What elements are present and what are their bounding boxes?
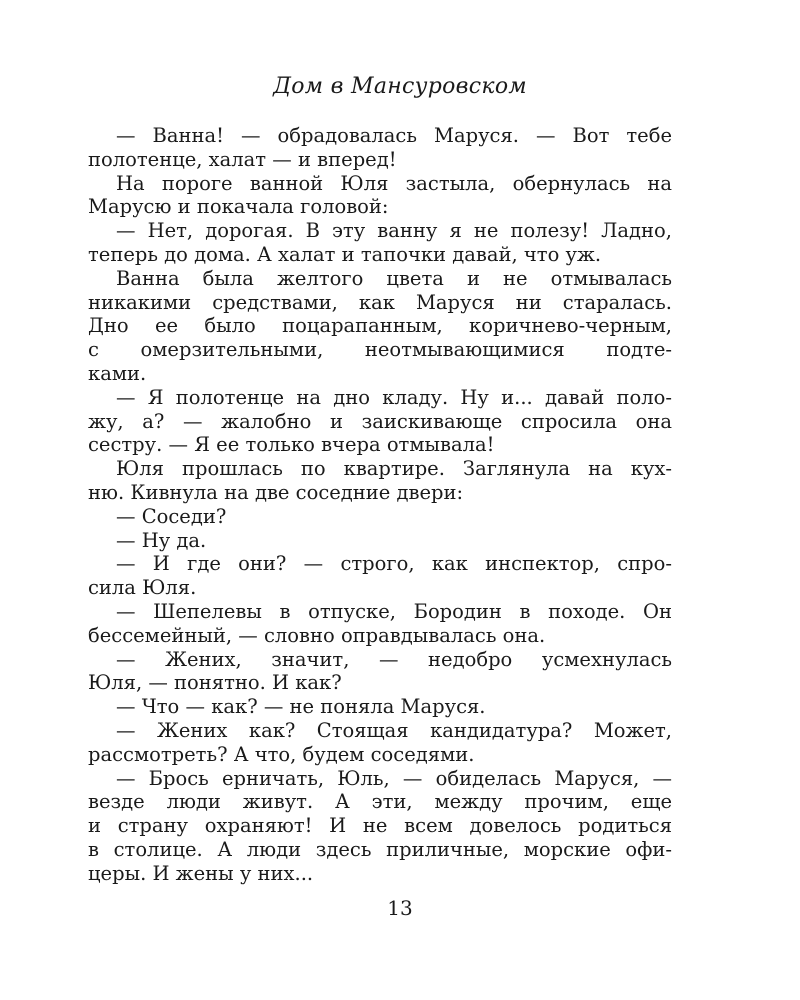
text-line: — Ванна! — обрадовалась Маруся. — Вот тебе: [116, 124, 672, 147]
text-line: — Жених как? Стоящая кандидатура? Может,: [116, 718, 672, 742]
text-line: церы. И жены у них...: [88, 861, 314, 885]
text-line: — Я полотенце на дно кладу. Ну и... давай поло-: [116, 385, 672, 409]
text-line: жу, а? — жалобно и заискивающе спросила она: [88, 409, 672, 433]
text-line: — Шепелевы в отпуске, Бородин в походе. Он: [116, 599, 672, 623]
text-line: — Соседи?: [116, 504, 227, 528]
text-line: — И где они? — строго, как инспектор, спро-: [116, 552, 672, 576]
text-line: Юля, — понятно. И как?: [88, 671, 342, 695]
text-line: в столице. А люди здесь приличные, морские офи-: [88, 837, 672, 861]
text-line: рассмотреть? А что, будем соседями.: [88, 742, 475, 766]
text-line: Марусю и покачала головой:: [88, 195, 389, 219]
text-line: Юля прошлась по квартире. Заглянула на кух-: [116, 457, 672, 481]
body-text: [88, 124, 672, 886]
text-line: Дно ее было поцарапанным, коричнево-черным,: [88, 314, 672, 338]
text-line: На пороге ванной Юля застыла, обернулась на: [116, 171, 672, 195]
text-line: — Ну да.: [116, 528, 207, 552]
text-line: сила Юля.: [88, 576, 197, 600]
text-line: — Брось ерничать, Юль, — обиделась Маруся, —: [116, 766, 672, 790]
text-line: — Жених, значит, — недобро усмехнулась: [116, 647, 672, 671]
text-line: и страну охраняют! И не всем довелось родиться: [88, 814, 672, 838]
text-line: теперь до дома. А халат и тапочки давай, что уж.: [88, 242, 602, 266]
text-line: ками.: [88, 361, 147, 385]
text-line: везде люди живут. А эти, между прочим, еще: [88, 790, 672, 814]
text-line: бессемейный, — словно оправдывалась она.: [88, 623, 546, 647]
text-line: Ванна была желтого цвета и не отмывалась: [116, 266, 672, 290]
text-line: — Нет, дорогая. В эту ванну я не полезу! Ладно,: [116, 219, 672, 243]
text-line: полотенце, халат — и вперед!: [88, 147, 397, 171]
running-head: Дом в Мансуровском: [273, 74, 527, 99]
text-line: никакими средствами, как Маруся ни старалась.: [88, 290, 672, 314]
text-line: сестру. — Я ее только вчера отмывала!: [88, 433, 495, 457]
page-number: 13: [387, 896, 413, 920]
text-line: ню. Кивнула на две соседние двери:: [88, 480, 464, 504]
text-line: с омерзительными, неотмывающимися подте-: [88, 338, 672, 362]
text-line: — Что — как? — не поняла Маруся.: [116, 695, 486, 719]
